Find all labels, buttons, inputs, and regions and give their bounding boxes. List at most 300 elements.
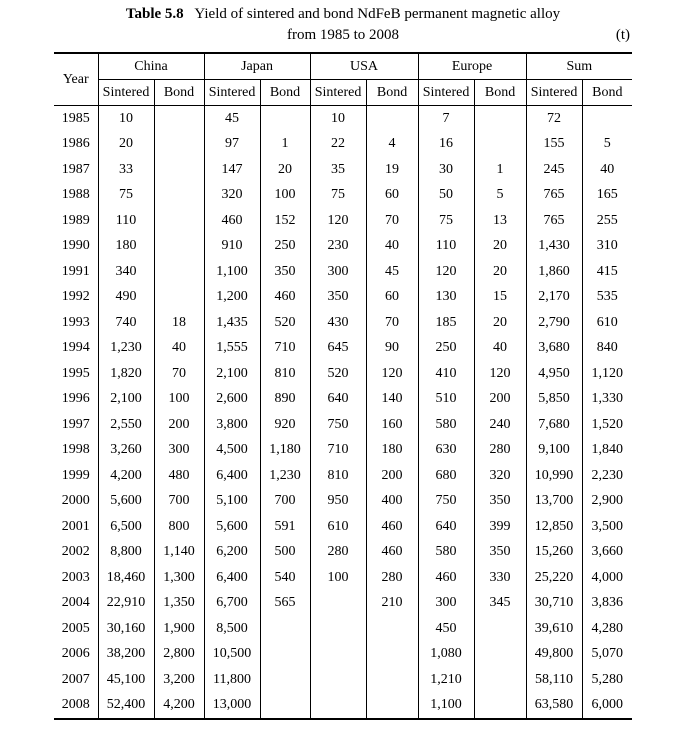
table-cell: 1,330 — [582, 387, 632, 413]
sintered-header: Sintered — [526, 80, 582, 106]
table-label: Table 5.8 — [125, 6, 184, 22]
table-cell: 10 — [310, 106, 366, 132]
table-cell: 75 — [98, 183, 154, 209]
table-title-line2: from 1985 to 2008 — [286, 27, 400, 43]
table-cell: 910 — [204, 234, 260, 260]
table-cell: 280 — [366, 565, 418, 591]
table-cell: 185 — [418, 310, 474, 336]
table-cell: 120 — [418, 259, 474, 285]
year-cell: 1987 — [61, 161, 90, 177]
table-cell: 3,660 — [582, 540, 632, 566]
table-cell: 300 — [154, 438, 204, 464]
region-header-china: China — [98, 53, 204, 80]
table-cell: 19 — [366, 157, 418, 183]
table-title-line1: Yield of sintered and bond NdFeB permanent magnetic alloy — [194, 6, 561, 22]
table-cell: 200 — [154, 412, 204, 438]
table-cell — [310, 667, 366, 693]
table-cell: 165 — [582, 183, 632, 209]
table-cell — [366, 616, 418, 642]
table-title-line2-wrap — [54, 25, 632, 46]
year-cell: 2006 — [61, 646, 90, 662]
table-row — [54, 285, 632, 311]
table-cell: 152 — [260, 208, 310, 234]
table-cell: 1,860 — [526, 259, 582, 285]
table-cell: 16 — [418, 132, 474, 158]
bond-header: Bond — [474, 80, 526, 106]
table-cell: 3,200 — [154, 667, 204, 693]
table-row — [54, 361, 632, 387]
sintered-header: Sintered — [98, 80, 154, 106]
table-cell: 2,550 — [98, 412, 154, 438]
table-row — [54, 234, 632, 260]
table-cell: 510 — [418, 387, 474, 413]
table-cell: 5,850 — [526, 387, 582, 413]
table-cell: 460 — [204, 208, 260, 234]
table-cell: 7 — [418, 106, 474, 132]
table-cell: 70 — [366, 208, 418, 234]
bond-header: Bond — [582, 80, 632, 106]
table-cell — [260, 693, 310, 720]
table-cell: 38,200 — [98, 642, 154, 668]
table-cell — [260, 642, 310, 668]
table-cell: 1,080 — [418, 642, 474, 668]
year-cell: 2008 — [61, 697, 90, 713]
year-header: Year — [54, 53, 98, 106]
table-cell: 20 — [474, 259, 526, 285]
region-header-japan: Japan — [204, 53, 310, 80]
table-cell: 8,500 — [204, 616, 260, 642]
year-cell: 1996 — [61, 391, 90, 407]
table-cell — [260, 616, 310, 642]
table-cell: 100 — [310, 565, 366, 591]
table-cell: 310 — [582, 234, 632, 260]
table-cell: 520 — [260, 310, 310, 336]
table-cell: 11,800 — [204, 667, 260, 693]
table-cell: 30,160 — [98, 616, 154, 642]
table-cell: 3,500 — [582, 514, 632, 540]
table-cell: 255 — [582, 208, 632, 234]
year-cell: 1999 — [61, 467, 90, 483]
table-cell: 120 — [474, 361, 526, 387]
table-cell: 52,400 — [98, 693, 154, 720]
table-cell: 4,200 — [98, 463, 154, 489]
table-cell: 330 — [474, 565, 526, 591]
table-cell: 15 — [474, 285, 526, 311]
sintered-header: Sintered — [418, 80, 474, 106]
table-cell: 5,280 — [582, 667, 632, 693]
table-cell: 70 — [154, 361, 204, 387]
table-cell: 5,600 — [204, 514, 260, 540]
table-cell: 22 — [310, 132, 366, 158]
year-cell: 2003 — [61, 569, 90, 585]
table-cell: 6,400 — [204, 463, 260, 489]
table-cell: 2,900 — [582, 489, 632, 515]
table-cell — [474, 132, 526, 158]
table-cell: 147 — [204, 157, 260, 183]
table-cell: 610 — [310, 514, 366, 540]
table-cell: 950 — [310, 489, 366, 515]
table-cell: 5,100 — [204, 489, 260, 515]
table-cell: 60 — [366, 285, 418, 311]
table-cell: 700 — [154, 489, 204, 515]
header-row-regions — [54, 53, 632, 80]
table-cell — [366, 642, 418, 668]
year-cell: 2007 — [61, 671, 90, 687]
year-cell: 1998 — [61, 442, 90, 458]
table-cell: 415 — [582, 259, 632, 285]
bond-header: Bond — [154, 80, 204, 106]
table-cell — [366, 106, 418, 132]
table-cell: 110 — [418, 234, 474, 260]
table-cell: 460 — [366, 540, 418, 566]
table-cell: 1,840 — [582, 438, 632, 464]
bond-header: Bond — [366, 80, 418, 106]
table-cell: 70 — [366, 310, 418, 336]
year-cell: 1994 — [61, 340, 90, 356]
table-cell — [260, 667, 310, 693]
table-cell: 7,680 — [526, 412, 582, 438]
table-cell: 4,950 — [526, 361, 582, 387]
table-cell: 6,400 — [204, 565, 260, 591]
year-cell: 1997 — [61, 416, 90, 432]
table-cell: 4,000 — [582, 565, 632, 591]
table-row — [54, 693, 632, 720]
table-cell: 640 — [418, 514, 474, 540]
table-cell: 18,460 — [98, 565, 154, 591]
table-cell: 20 — [260, 157, 310, 183]
table-cell: 200 — [366, 463, 418, 489]
table-row — [54, 208, 632, 234]
table-cell: 45 — [366, 259, 418, 285]
table-cell: 920 — [260, 412, 310, 438]
table-cell: 10,500 — [204, 642, 260, 668]
table-cell: 800 — [154, 514, 204, 540]
table-cell: 140 — [366, 387, 418, 413]
table-cell: 5 — [474, 183, 526, 209]
table-cell: 300 — [310, 259, 366, 285]
table-cell: 2,230 — [582, 463, 632, 489]
table-cell: 45,100 — [98, 667, 154, 693]
table-cell — [310, 642, 366, 668]
table-cell: 40 — [582, 157, 632, 183]
table-cell: 400 — [366, 489, 418, 515]
table-cell: 8,800 — [98, 540, 154, 566]
table-cell: 5,070 — [582, 642, 632, 668]
table-row — [54, 336, 632, 362]
table-cell: 13 — [474, 208, 526, 234]
bond-header: Bond — [260, 80, 310, 106]
table-cell — [474, 616, 526, 642]
table-cell: 460 — [366, 514, 418, 540]
table-cell: 22,910 — [98, 591, 154, 617]
table-cell: 1,180 — [260, 438, 310, 464]
table-cell: 320 — [204, 183, 260, 209]
table-cell: 50 — [418, 183, 474, 209]
year-cell: 2005 — [61, 620, 90, 636]
table-cell: 565 — [260, 591, 310, 617]
table-cell: 890 — [260, 387, 310, 413]
table-cell: 2,600 — [204, 387, 260, 413]
table-cell — [154, 132, 204, 158]
table-cell: 20 — [98, 132, 154, 158]
table-cell: 345 — [474, 591, 526, 617]
table-cell: 640 — [310, 387, 366, 413]
table-cell: 2,100 — [98, 387, 154, 413]
table-cell — [154, 208, 204, 234]
table-row — [54, 642, 632, 668]
table-cell: 840 — [582, 336, 632, 362]
unit-label: (t) — [615, 27, 630, 43]
table-cell: 180 — [98, 234, 154, 260]
table-cell: 399 — [474, 514, 526, 540]
table-cell — [260, 106, 310, 132]
table-cell: 610 — [582, 310, 632, 336]
table-cell: 1,100 — [418, 693, 474, 720]
table-cell — [154, 183, 204, 209]
table-cell: 1,520 — [582, 412, 632, 438]
table-cell: 58,110 — [526, 667, 582, 693]
table-cell: 810 — [260, 361, 310, 387]
table-row — [54, 667, 632, 693]
table-cell: 3,836 — [582, 591, 632, 617]
table-cell: 5,600 — [98, 489, 154, 515]
table-cell: 1 — [474, 157, 526, 183]
table-cell: 4,200 — [154, 693, 204, 720]
table-cell: 230 — [310, 234, 366, 260]
table-row — [54, 463, 632, 489]
table-cell: 580 — [418, 540, 474, 566]
table-row — [54, 616, 632, 642]
year-cell: 1991 — [61, 263, 90, 279]
table-row — [54, 514, 632, 540]
table-cell: 75 — [310, 183, 366, 209]
table-row — [54, 412, 632, 438]
region-header-usa: USA — [310, 53, 418, 80]
year-cell: 2002 — [61, 544, 90, 560]
table-cell: 2,100 — [204, 361, 260, 387]
table-cell: 97 — [204, 132, 260, 158]
table-cell: 18 — [154, 310, 204, 336]
table-cell: 180 — [366, 438, 418, 464]
table-cell: 280 — [310, 540, 366, 566]
table-cell: 1 — [260, 132, 310, 158]
table-cell: 350 — [474, 540, 526, 566]
table-cell: 480 — [154, 463, 204, 489]
table-cell: 680 — [418, 463, 474, 489]
table-cell: 1,120 — [582, 361, 632, 387]
table-cell: 700 — [260, 489, 310, 515]
table-cell: 5 — [582, 132, 632, 158]
table-row — [54, 157, 632, 183]
table-cell: 40 — [366, 234, 418, 260]
table-cell: 4,500 — [204, 438, 260, 464]
table-cell: 39,610 — [526, 616, 582, 642]
table-cell: 35 — [310, 157, 366, 183]
table-row — [54, 183, 632, 209]
table-cell: 120 — [366, 361, 418, 387]
table-row — [54, 132, 632, 158]
table-cell: 20 — [474, 234, 526, 260]
table-row — [54, 106, 632, 132]
table-cell: 9,100 — [526, 438, 582, 464]
table-cell: 10 — [98, 106, 154, 132]
table-cell: 4 — [366, 132, 418, 158]
table-cell: 100 — [260, 183, 310, 209]
sintered-header: Sintered — [204, 80, 260, 106]
table-cell: 645 — [310, 336, 366, 362]
table-cell: 350 — [260, 259, 310, 285]
table-cell: 90 — [366, 336, 418, 362]
table-cell: 410 — [418, 361, 474, 387]
table-cell: 10,990 — [526, 463, 582, 489]
table-cell: 1,210 — [418, 667, 474, 693]
table-cell: 535 — [582, 285, 632, 311]
table-cell: 350 — [310, 285, 366, 311]
table-row — [54, 259, 632, 285]
table-caption — [54, 4, 632, 46]
table-cell: 3,800 — [204, 412, 260, 438]
table-cell: 240 — [474, 412, 526, 438]
table-cell: 45 — [204, 106, 260, 132]
table-cell: 300 — [418, 591, 474, 617]
table-cell: 500 — [260, 540, 310, 566]
table-cell: 6,700 — [204, 591, 260, 617]
table-cell — [154, 285, 204, 311]
table-row — [54, 565, 632, 591]
table-cell: 100 — [154, 387, 204, 413]
table-cell: 430 — [310, 310, 366, 336]
table-body — [54, 106, 632, 720]
year-cell: 1992 — [61, 289, 90, 305]
table-cell: 1,820 — [98, 361, 154, 387]
year-cell: 1995 — [61, 365, 90, 381]
table-cell — [310, 591, 366, 617]
table-cell: 49,800 — [526, 642, 582, 668]
table-cell: 2,800 — [154, 642, 204, 668]
table-cell: 740 — [98, 310, 154, 336]
table-cell: 1,900 — [154, 616, 204, 642]
table-row — [54, 310, 632, 336]
table-cell: 750 — [310, 412, 366, 438]
region-header-sum: Sum — [526, 53, 632, 80]
table-cell: 710 — [260, 336, 310, 362]
table-cell: 30,710 — [526, 591, 582, 617]
header-row-types — [54, 80, 632, 106]
table-cell: 210 — [366, 591, 418, 617]
table-cell: 1,100 — [204, 259, 260, 285]
table-cell: 6,200 — [204, 540, 260, 566]
table-cell — [366, 667, 418, 693]
table-cell: 6,500 — [98, 514, 154, 540]
year-cell: 1986 — [61, 136, 90, 152]
table-cell: 120 — [310, 208, 366, 234]
table-row — [54, 489, 632, 515]
table-cell: 4,280 — [582, 616, 632, 642]
table-cell — [474, 693, 526, 720]
year-cell: 1985 — [61, 110, 90, 126]
table-cell: 1,350 — [154, 591, 204, 617]
table-cell: 1,200 — [204, 285, 260, 311]
table-cell: 520 — [310, 361, 366, 387]
table-cell: 200 — [474, 387, 526, 413]
region-header-europe: Europe — [418, 53, 526, 80]
table-cell: 110 — [98, 208, 154, 234]
table-cell: 1,430 — [526, 234, 582, 260]
table-row — [54, 438, 632, 464]
table-cell — [154, 157, 204, 183]
table-cell: 450 — [418, 616, 474, 642]
table-cell: 1,435 — [204, 310, 260, 336]
year-cell: 2001 — [61, 518, 90, 534]
table-cell — [310, 616, 366, 642]
table-cell: 591 — [260, 514, 310, 540]
table-cell: 490 — [98, 285, 154, 311]
table-cell: 460 — [418, 565, 474, 591]
table-cell: 750 — [418, 489, 474, 515]
year-cell: 2000 — [61, 493, 90, 509]
table-cell: 810 — [310, 463, 366, 489]
table-cell: 2,170 — [526, 285, 582, 311]
table-cell: 155 — [526, 132, 582, 158]
table-cell: 1,300 — [154, 565, 204, 591]
year-cell: 1988 — [61, 187, 90, 203]
table-cell: 6,000 — [582, 693, 632, 720]
table-cell: 3,680 — [526, 336, 582, 362]
table-cell: 25,220 — [526, 565, 582, 591]
yield-table — [54, 52, 632, 720]
year-cell: 1989 — [61, 212, 90, 228]
table-cell: 1,555 — [204, 336, 260, 362]
table-row — [54, 540, 632, 566]
sintered-header: Sintered — [310, 80, 366, 106]
table-cell: 1,230 — [98, 336, 154, 362]
table-cell: 75 — [418, 208, 474, 234]
table-cell — [582, 106, 632, 132]
table-cell: 2,790 — [526, 310, 582, 336]
table-cell: 630 — [418, 438, 474, 464]
table-cell: 250 — [418, 336, 474, 362]
table-cell: 15,260 — [526, 540, 582, 566]
table-cell: 33 — [98, 157, 154, 183]
table-cell — [310, 693, 366, 720]
table-cell: 13,000 — [204, 693, 260, 720]
table-cell: 245 — [526, 157, 582, 183]
table-cell — [474, 106, 526, 132]
table-cell: 13,700 — [526, 489, 582, 515]
table-cell — [474, 667, 526, 693]
table-cell: 72 — [526, 106, 582, 132]
table-cell: 12,850 — [526, 514, 582, 540]
year-cell: 1993 — [61, 314, 90, 330]
table-row — [54, 387, 632, 413]
table-cell: 250 — [260, 234, 310, 260]
table-cell: 30 — [418, 157, 474, 183]
table-cell: 60 — [366, 183, 418, 209]
year-cell: 1990 — [61, 238, 90, 254]
table-cell: 320 — [474, 463, 526, 489]
table-cell: 580 — [418, 412, 474, 438]
table-cell: 63,580 — [526, 693, 582, 720]
table-cell: 710 — [310, 438, 366, 464]
table-cell — [474, 642, 526, 668]
table-cell — [154, 106, 204, 132]
table-cell: 160 — [366, 412, 418, 438]
table-row — [54, 591, 632, 617]
table-cell: 280 — [474, 438, 526, 464]
table-cell: 130 — [418, 285, 474, 311]
table-cell: 460 — [260, 285, 310, 311]
table-cell: 40 — [154, 336, 204, 362]
